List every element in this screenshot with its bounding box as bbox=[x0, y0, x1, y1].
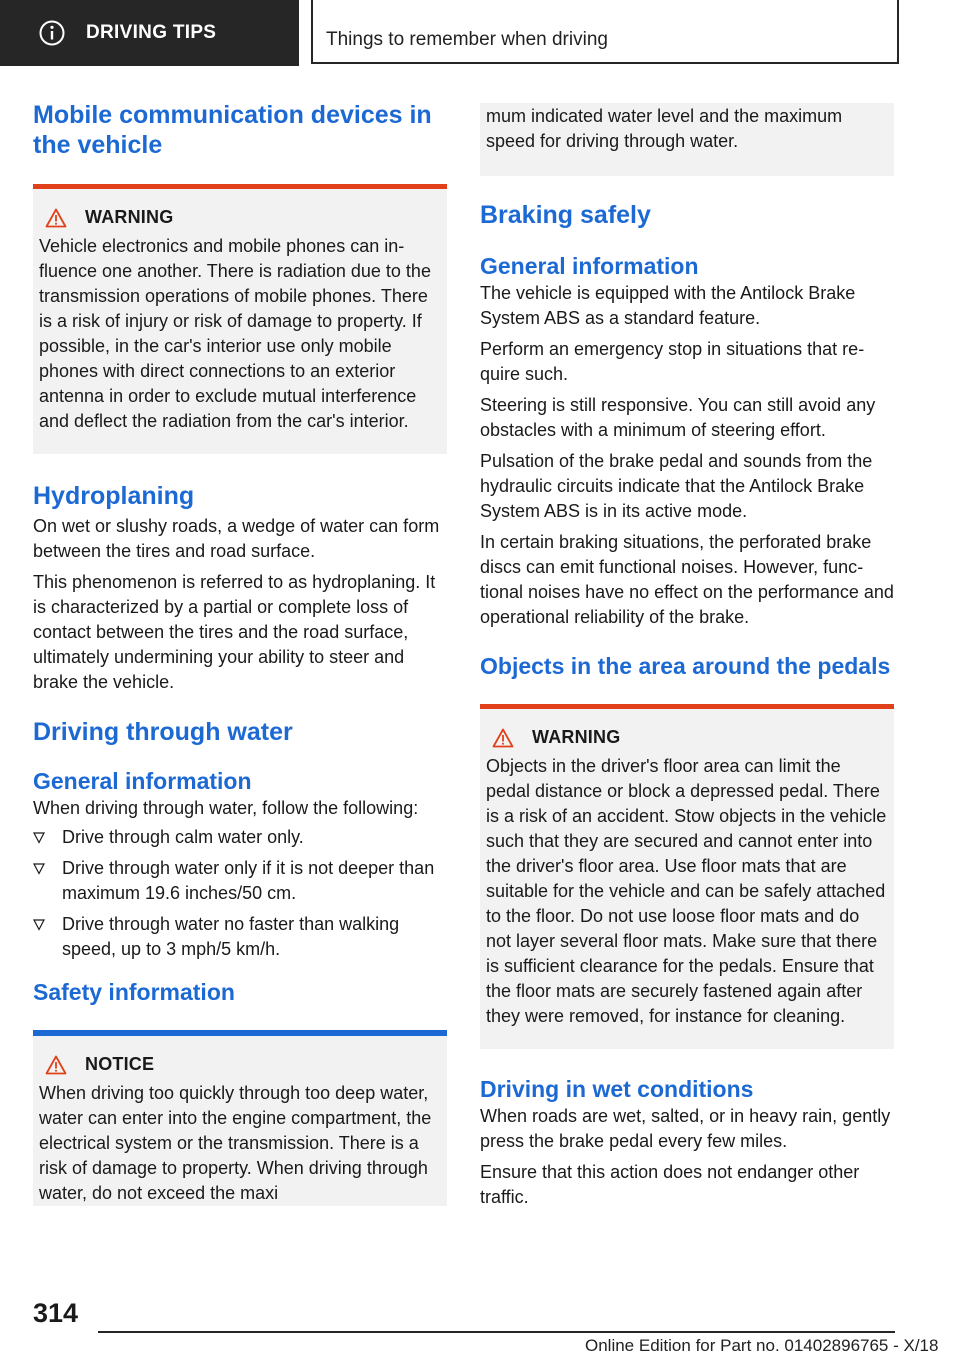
warning-triangle-icon bbox=[492, 728, 514, 748]
warning-triangle-icon bbox=[45, 208, 67, 228]
list-item: Drive through water only if it is not deeper than maximum 19.6 inches/50 cm. bbox=[33, 856, 447, 906]
bullet-triangle-icon bbox=[33, 863, 45, 875]
edition-text: Online Edition for Part no. 01402896765 - X/18 bbox=[585, 1336, 939, 1355]
wet-paragraph: Ensure that this action does not endanger other traffic. bbox=[480, 1162, 860, 1207]
safety-heading: Safety information bbox=[33, 979, 235, 1005]
footer-divider bbox=[98, 1331, 895, 1333]
braking-paragraph: Pulsation of the brake pedal and sounds from the hydraulic circuits indicate that the Antilock Brake System ABS is in its active mode. bbox=[480, 451, 873, 521]
left-column bbox=[33, 100, 447, 1206]
safety-notice-box bbox=[33, 1030, 447, 1206]
page-number: 314 bbox=[33, 1298, 79, 1328]
page-header bbox=[0, 0, 960, 66]
warning-text: Objects in the driver's floor area can limit the pedal distance or block a depressed pedal. There is a risk of an accident. Stow objects in the vehicle such that they are secured and cannot enter into the driver's floor area. Use floor mats that are suitable for the vehicle and can be safely attached to the floor. Do not use loose floor mats and do not layer several floor mats. Make sure that there is sufficient clearance for the pedals. Ensure that the floor mats are securely fastened again after they were removed, for instance for cleaning. bbox=[486, 756, 887, 1026]
braking-heading: Braking safely bbox=[480, 201, 651, 229]
notice-text: When driving too quickly through too deep water, water can enter into the engine compartment, the electrical system or the transmission. There is a risk of damage to property. When driving through water, do not exceed the maxi bbox=[39, 1083, 432, 1203]
section-label: DRIVING TIPS bbox=[86, 22, 217, 43]
hydroplaning-paragraph: This phenomenon is referred to as hydroplaning. It is characterized by a partial or complete loss of contact between the tires and the road surface, ultimately undermining your ability to steer and brake the vehicle. bbox=[33, 572, 436, 692]
pedals-heading: Objects in the area around the pedals bbox=[480, 653, 891, 679]
water-intro: When driving through water, follow the following: bbox=[33, 798, 419, 818]
water-heading: Driving through water bbox=[33, 718, 293, 746]
right-column bbox=[480, 103, 894, 1210]
wet-heading: Driving in wet conditions bbox=[480, 1076, 754, 1102]
bullet-triangle-icon bbox=[33, 919, 45, 931]
wet-paragraph: When roads are wet, salted, or in heavy rain, gently press the brake pedal every few miles. bbox=[480, 1106, 891, 1151]
warning-label: WARNING bbox=[85, 207, 174, 227]
info-icon bbox=[39, 20, 65, 46]
notice-continued-text: mum indicated water level and the maximum speed for driving through water. bbox=[486, 106, 843, 151]
section-tab bbox=[0, 0, 299, 66]
warning-text: Vehicle electronics and mobile phones can influence one another. There is radiation due to the transmission operations of mobile phones. There is a risk of injury or risk of damage to property. If possible, in the car's interior use only mobile phones with direct connections to an exterior antenna in order to exclude mutual interference and deflect the radiation from the car's interior. bbox=[39, 236, 431, 431]
list-item: Drive through calm water only. bbox=[33, 825, 447, 850]
notice-label: NOTICE bbox=[85, 1054, 155, 1074]
notice-continuation-box bbox=[480, 103, 894, 176]
water-general-heading: General information bbox=[33, 768, 252, 794]
mobile-heading: Mobile communication devices in the vehicle bbox=[33, 101, 432, 159]
braking-paragraph: Perform an emergency stop in situations that require such. bbox=[480, 339, 865, 384]
braking-paragraph: Steering is still responsive. You can still avoid any obstacles with a minimum of steering effort. bbox=[480, 395, 876, 440]
warning-label: WARNING bbox=[532, 727, 621, 747]
braking-paragraph: In certain braking situations, the perforated brake discs can emit functional noises. However, functional noises have no effect on the performance and operational reliability of the brake. bbox=[480, 532, 894, 627]
braking-paragraph: The vehicle is equipped with the Antilock Brake System ABS as a standard feature. bbox=[480, 283, 856, 328]
hydroplaning-heading: Hydroplaning bbox=[33, 482, 195, 510]
notice-triangle-icon bbox=[45, 1055, 67, 1075]
bullet-triangle-icon bbox=[33, 832, 45, 844]
braking-general-heading: General information bbox=[480, 253, 699, 279]
pedals-warning-box bbox=[480, 704, 894, 1049]
list-item: Drive through water no faster than walking speed, up to 3 mph/5 km/h. bbox=[33, 912, 447, 962]
page-title: Things to remember when driving bbox=[326, 29, 608, 50]
water-bullet-list bbox=[33, 825, 447, 962]
mobile-warning-box bbox=[33, 184, 447, 454]
hydroplaning-paragraph: On wet or slushy roads, a wedge of water can form between the tires and road surface. bbox=[33, 516, 440, 561]
